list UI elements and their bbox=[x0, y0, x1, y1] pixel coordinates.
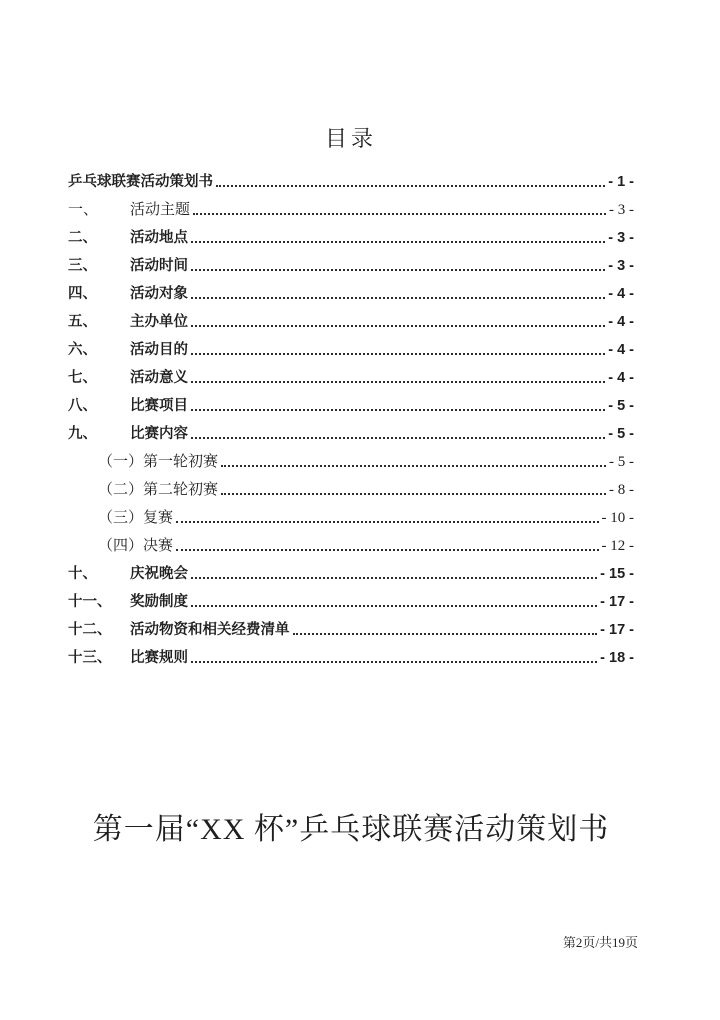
toc-entry-label: 活动时间 bbox=[130, 258, 188, 274]
toc-entry bbox=[68, 332, 634, 360]
toc-title: 目录 bbox=[324, 126, 377, 151]
toc-dot-leader bbox=[191, 297, 605, 299]
toc-entry-page: - 17 - bbox=[600, 622, 634, 638]
toc-entry bbox=[68, 528, 634, 556]
toc-dot-leader bbox=[176, 549, 598, 551]
page-number-indicator: 第2页/共19页 bbox=[562, 935, 638, 950]
toc-entry-page: - 5 - bbox=[608, 398, 634, 414]
toc-entry bbox=[68, 388, 634, 416]
toc-entry-page: - 1 - bbox=[608, 174, 634, 190]
toc-list bbox=[68, 164, 634, 668]
toc-dot-leader bbox=[221, 465, 606, 467]
toc-entry-number: 三、 bbox=[68, 258, 97, 274]
toc-entry-number: 五、 bbox=[68, 314, 97, 330]
toc-entry-page: - 4 - bbox=[608, 314, 634, 330]
toc-entry-label: 庆祝晚会 bbox=[130, 566, 188, 582]
toc-entry bbox=[68, 556, 634, 584]
toc-entry bbox=[68, 192, 634, 220]
toc-dot-leader bbox=[191, 577, 597, 579]
toc-dot-leader bbox=[191, 381, 605, 383]
toc-dot-leader bbox=[191, 437, 605, 439]
toc-entry-number: 七、 bbox=[68, 370, 97, 386]
toc-dot-leader bbox=[191, 605, 597, 607]
toc-entry bbox=[68, 164, 634, 192]
toc-dot-leader bbox=[176, 521, 598, 523]
toc-entry bbox=[68, 416, 634, 444]
toc-entry-number: 十一、 bbox=[68, 594, 112, 610]
toc-entry-label: （二）第二轮初赛 bbox=[98, 482, 219, 498]
toc-entry-number: 一、 bbox=[68, 202, 99, 218]
toc-entry-label: （一）第一轮初赛 bbox=[98, 454, 219, 470]
toc-entry bbox=[68, 220, 634, 248]
toc-entry-page: - 18 - bbox=[600, 650, 634, 666]
toc-entry-number: 四、 bbox=[68, 286, 97, 302]
toc-dot-leader bbox=[191, 661, 597, 663]
toc-dot-leader bbox=[293, 633, 598, 635]
toc-entry-page: - 17 - bbox=[600, 594, 634, 610]
toc-entry-number: 十、 bbox=[68, 566, 97, 582]
toc-entry-label: 活动地点 bbox=[130, 230, 188, 246]
toc-entry-page: - 10 - bbox=[601, 510, 634, 526]
toc-entry-label: 比赛项目 bbox=[130, 398, 188, 414]
toc-entry bbox=[68, 360, 634, 388]
toc-entry-page: - 3 - bbox=[608, 230, 634, 246]
toc-entry-number: 十二、 bbox=[68, 622, 112, 638]
toc-entry-label: 活动主题 bbox=[130, 202, 191, 218]
page-footer bbox=[563, 935, 638, 950]
toc-entry-label: 乒乓球联赛活动策划书 bbox=[68, 174, 213, 190]
toc-entry-label: （四）决赛 bbox=[98, 538, 174, 554]
toc-entry-label: 比赛内容 bbox=[130, 426, 188, 442]
toc-entry bbox=[68, 248, 634, 276]
toc-entry-page: - 12 - bbox=[601, 538, 634, 554]
toc-entry bbox=[68, 472, 634, 500]
toc-entry-label: 主办单位 bbox=[130, 314, 188, 330]
toc-dot-leader bbox=[191, 353, 605, 355]
toc-entry-page: - 4 - bbox=[608, 342, 634, 358]
toc-entry-page: - 15 - bbox=[600, 566, 634, 582]
toc-entry-number: 六、 bbox=[68, 342, 97, 358]
toc-entry-number: 十三、 bbox=[68, 650, 112, 666]
document-main-heading: 第一届“XX 杯”乒乓球联赛活动策划书 bbox=[92, 813, 610, 846]
toc-dot-leader bbox=[191, 241, 605, 243]
toc-entry-page: - 3 - bbox=[608, 258, 634, 274]
toc-entry bbox=[68, 276, 634, 304]
toc-entry-label: 比赛规则 bbox=[130, 650, 188, 666]
toc-entry-page: - 4 - bbox=[608, 286, 634, 302]
toc-dot-leader bbox=[191, 409, 605, 411]
toc-dot-leader bbox=[221, 493, 606, 495]
toc-entry-number: 九、 bbox=[68, 426, 97, 442]
toc-dot-leader bbox=[191, 269, 605, 271]
toc-entry-page: - 5 - bbox=[609, 454, 634, 470]
toc-entry bbox=[68, 584, 634, 612]
toc-entry-label: 活动物资和相关经费清单 bbox=[130, 622, 290, 638]
toc-entry bbox=[68, 500, 634, 528]
toc-entry bbox=[68, 640, 634, 668]
toc-entry bbox=[68, 612, 634, 640]
toc-dot-leader bbox=[191, 325, 605, 327]
toc-entry-number: 二、 bbox=[68, 230, 97, 246]
toc-entry-label: 活动对象 bbox=[130, 286, 188, 302]
toc-dot-leader bbox=[193, 213, 606, 215]
toc-entry-label: （三）复赛 bbox=[98, 510, 174, 526]
toc-entry-page: - 3 - bbox=[609, 202, 634, 218]
toc-dot-leader bbox=[216, 185, 605, 187]
toc-entry bbox=[68, 444, 634, 472]
toc-entry-label: 活动目的 bbox=[130, 342, 188, 358]
toc-entry-page: - 8 - bbox=[609, 482, 634, 498]
toc-entry-page: - 4 - bbox=[608, 370, 634, 386]
toc-entry-page: - 5 - bbox=[608, 426, 634, 442]
toc-entry-label: 奖励制度 bbox=[130, 594, 188, 610]
toc-entry-label: 活动意义 bbox=[130, 370, 188, 386]
toc-entry-number: 八、 bbox=[68, 398, 97, 414]
toc-entry bbox=[68, 304, 634, 332]
